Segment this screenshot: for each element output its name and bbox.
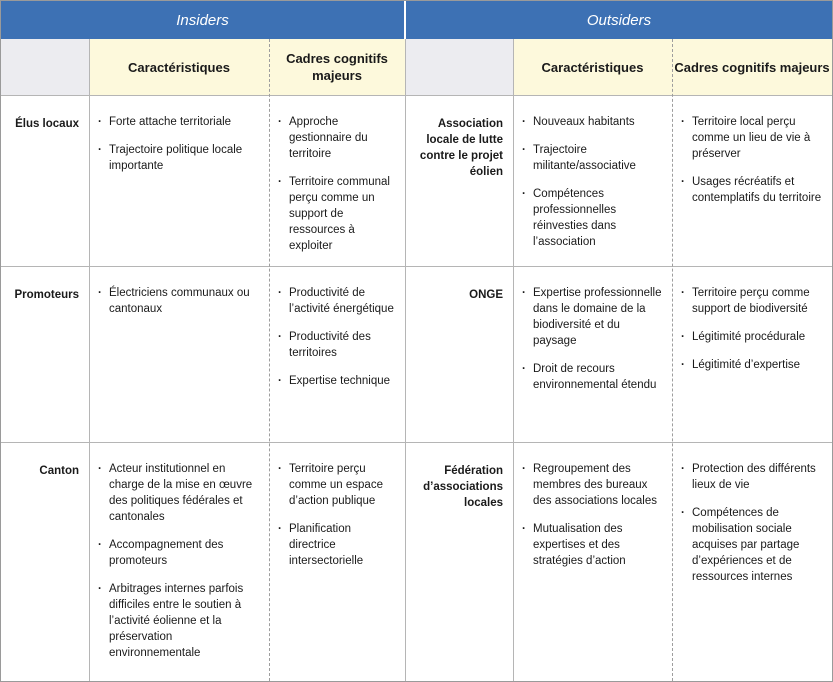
insider-frames-list (269, 266, 405, 389)
outsider-actor: Fédération d’associations locales (423, 465, 503, 509)
list-item: · Accompagnement des promoteurs (109, 537, 263, 569)
outsiders-characteristics-header: Caractéristiques (513, 39, 672, 95)
list-item: · Territoire local perçu comme un lieu de vie à préserver (692, 114, 826, 162)
outsiders-header: Outsiders (586, 11, 652, 29)
list-item: · Usages récréatifs et contemplatifs du territoire (692, 174, 826, 206)
column-divider (269, 39, 270, 681)
outsider-characteristics-list (513, 95, 672, 250)
list-item: · Nouveaux habitants (533, 114, 666, 130)
list-item: · Mutualisation des expertises et des stratégies d’action (533, 521, 666, 569)
column-divider (672, 39, 673, 681)
insiders-characteristics-header: Caractéristiques (89, 39, 269, 95)
outsider-actor: Association locale de lutte contre le projet éolien (419, 118, 503, 178)
list-item: · Forte attache territoriale (109, 114, 263, 130)
outsider-characteristics-list (513, 442, 672, 569)
list-item: · Trajectoire militante/associative (533, 142, 666, 174)
insider-actor: Canton (39, 465, 79, 477)
insider-frames-list (269, 442, 405, 569)
group-header-row (1, 1, 832, 39)
insider-characteristics-list (89, 442, 269, 661)
list-item: · Regroupement des membres des bureaux des associations locales (533, 461, 666, 509)
list-item: · Légitimité procédurale (692, 329, 826, 345)
header-divider (404, 1, 406, 39)
list-item: · Productivité de l’activité énergétique (289, 285, 399, 317)
column-divider (513, 39, 514, 681)
list-item: · Productivité des territoires (289, 329, 399, 361)
outsider-frames-list (672, 266, 832, 373)
insider-actor: Promoteurs (14, 289, 79, 301)
list-item: · Compétences professionnelles réinvesties dans l’association (533, 186, 666, 250)
list-item: · Arbitrages internes parfois difficiles entre le soutien à l’activité éolienne et la préservation environnementale (109, 581, 263, 661)
list-item: · Droit de recours environnemental étendu (533, 361, 666, 393)
list-item: · Territoire communal perçu comme un support de ressources à exploiter (289, 174, 399, 254)
insider-characteristics-list (89, 266, 269, 317)
outsider-frames-list (672, 95, 832, 206)
outsider-characteristics-list (513, 266, 672, 393)
table-row (1, 95, 832, 266)
list-item: · Protection des différents lieux de vie (692, 461, 826, 493)
outsiders-frames-header: Cadres cognitifs majeurs (672, 39, 832, 95)
list-item: · Expertise technique (289, 373, 399, 389)
list-item: · Trajectoire politique locale importante (109, 142, 263, 174)
outsider-frames-list (672, 442, 832, 585)
list-item: · Territoire perçu comme un espace d’action publique (289, 461, 399, 509)
row-divider (1, 266, 832, 267)
list-item: · Acteur institutionnel en charge de la mise en œuvre des politiques fédérales et cantonales (109, 461, 263, 525)
insider-actor-header (1, 39, 89, 95)
row-divider (1, 95, 832, 96)
list-item: · Électriciens communaux ou cantonaux (109, 285, 263, 317)
row-divider (1, 442, 832, 443)
table-row (1, 442, 832, 681)
list-item: · Territoire perçu comme support de biodiversité (692, 285, 826, 317)
list-item: · Expertise professionnelle dans le domaine de la biodiversité et du paysage (533, 285, 666, 349)
table-row (1, 266, 832, 442)
list-item: · Approche gestionnaire du territoire (289, 114, 399, 162)
insider-actor: Élus locaux (15, 118, 79, 130)
list-item: · Planification directrice intersectorielle (289, 521, 399, 569)
list-item: · Légitimité d’expertise (692, 357, 826, 373)
list-item: · Compétences de mobilisation sociale acquises par partage d’expériences et de ressources internes (692, 505, 826, 585)
insider-frames-list (269, 95, 405, 254)
insiders-header: Insiders (176, 11, 229, 29)
column-divider (405, 39, 406, 681)
insider-characteristics-list (89, 95, 269, 174)
outsider-actor-header (405, 39, 513, 95)
outsider-actor: ONGE (469, 289, 503, 301)
column-divider (89, 39, 90, 681)
column-header-row (1, 39, 832, 95)
insiders-frames-header: Cadres cognitifs majeurs (269, 39, 405, 95)
